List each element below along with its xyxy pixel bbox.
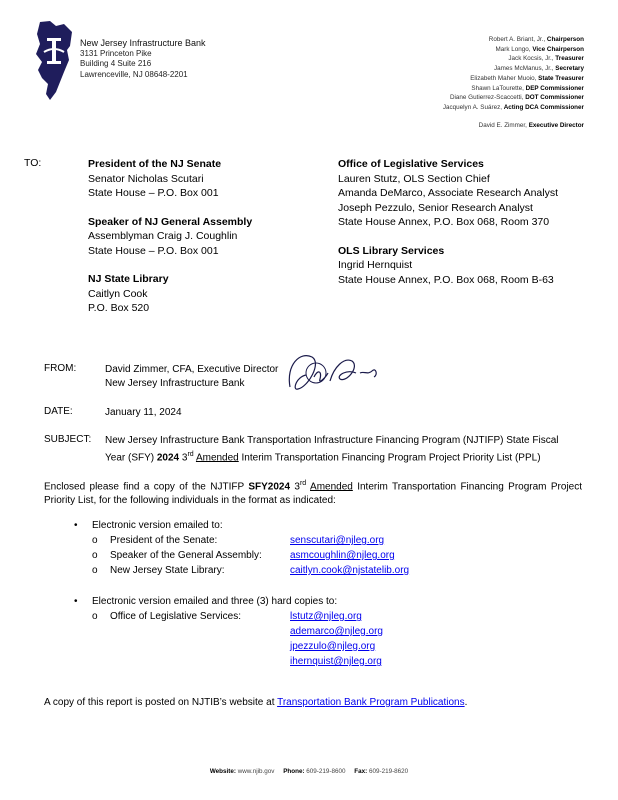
org-address-line: Building 4 Suite 216 [80,59,152,68]
bullet-icon: • [74,520,78,531]
email-link[interactable]: ihernquist@njleg.org [290,656,382,667]
recipient-line: State House – P.O. Box 001 [88,244,219,257]
sub-bullet-icon: o [92,550,98,561]
email-link[interactable]: caitlyn.cook@njstatelib.org [290,565,410,576]
org-address-line: 3131 Princeton Pike [80,48,152,58]
recipient-line: Caitlyn Cook [88,287,148,300]
board-member: Shawn LaTourette, DEP Commissioner [471,84,584,92]
recipient-title: President of the NJ Senate [88,158,222,170]
signature-icon [282,347,382,395]
org-address-line: Lawrenceville, NJ 08648-2201 [80,69,188,79]
distribution-label: New Jersey State Library: [110,565,225,576]
board-member: Elizabeth Maher Muoio, State Treasurer [470,74,584,82]
email-link[interactable]: senscutari@njleg.org [290,535,385,546]
board-member: Jacquelyn A. Suárez, Acting DCA Commissioner [442,103,584,111]
recipient-line: Senator Nicholas Scutari [88,172,204,185]
recipient-line: State House Annex, P.O. Box 068, Room B-63 [338,273,554,286]
recipient-line: Assemblyman Craig J. Coughlin [88,230,238,242]
body-paragraph: Enclosed please find a copy of the NJTIFP SFY2024 3rd Amended Interim Transportation Financing Program Project Priority List, for the following individuals in the format as indicated: [44,480,583,507]
email-link[interactable]: jpezzulo@njleg.org [290,641,376,652]
distribution-heading: Electronic version emailed to: [92,520,223,531]
from-line: David Zimmer, CFA, Executive Director [105,364,279,375]
from-line: New Jersey Infrastructure Bank [105,378,245,389]
footer-fax: 609-219-8620 [368,768,409,775]
sub-bullet-icon: o [92,611,98,622]
board-member: Jack Kocsis, Jr., Treasurer [508,55,584,63]
email-link[interactable]: lstutz@njleg.org [290,611,362,622]
org-name: New Jersey Infrastructure Bank [80,38,206,48]
executive-director: David E. Zimmer, Executive Director [478,121,584,129]
date-label: DATE: [44,406,73,417]
to-label: TO: [24,157,42,169]
recipient-title: Office of Legislative Services [338,158,484,170]
recipient-line: Joseph Pezzulo, Senior Research Analyst [338,201,533,214]
recipient-line: State House – P.O. Box 001 [88,187,219,199]
date-value: January 11, 2024 [105,407,182,418]
footer-phone: 609-219-8600 [306,768,346,775]
board-member: James McManus, Jr., Secretary [494,65,584,73]
recipient-title: OLS Library Services [338,244,445,257]
distribution-heading: Electronic version emailed and three (3) hard copies to: [92,596,338,607]
board-member: Robert A. Briant, Jr., Chairperson [488,36,584,43]
bullet-icon: • [74,596,78,607]
footer: Website: www.njib.gov Phone: 609-219-8600 Fax: 609-219-8620 [209,768,409,775]
subject-text: New Jersey Infrastructure Bank Transportation Infrastructure Financing Program (NJTIFP) State Fiscal Year (SFY) 2024 3rd Amended Interim Transportation Financing Program Project Priority List (PPL) [105,435,559,464]
sub-bullet-icon: o [92,535,98,546]
distribution-label: Speaker of the General Assembly: [110,550,262,561]
closing-line: A copy of this report is posted on NJTIB’s website at Transportation Bank Program Publications. [44,697,468,708]
distribution-label: President of the Senate: [110,535,218,546]
from-label: FROM: [44,363,77,374]
sub-bullet-icon: o [92,565,98,576]
recipient-line: State House Annex, P.O. Box 068, Room 370 [338,216,550,228]
email-link[interactable]: asmcoughlin@njleg.org [290,550,395,561]
distribution-label: Office of Legislative Services: [110,611,241,622]
from-block [105,363,278,391]
recipient-line: Amanda DeMarco, Associate Research Analyst [338,187,559,199]
recipient-line: P.O. Box 520 [88,302,150,314]
email-link[interactable]: ademarco@njleg.org [290,626,383,637]
footer-website: www.njib.gov [237,768,275,775]
to-right-column [338,157,558,287]
recipient-title: NJ State Library [88,273,169,285]
to-left-column [88,157,252,316]
subject-label: SUBJECT: [44,434,92,445]
board-list [443,35,584,130]
publications-link[interactable]: Transportation Bank Program Publications [277,697,465,708]
recipient-title: Speaker of NJ General Assembly [88,215,253,228]
nj-state-logo-icon [34,20,74,102]
recipient-line: Lauren Stutz, OLS Section Chief [338,172,490,185]
recipient-line: Ingrid Hernquist [338,259,413,271]
org-block [80,38,206,80]
board-member: Mark Longo, Vice Chairperson [495,45,584,53]
board-member: Diane Gutierrez-Scaccetti, DOT Commissioner [449,94,584,102]
